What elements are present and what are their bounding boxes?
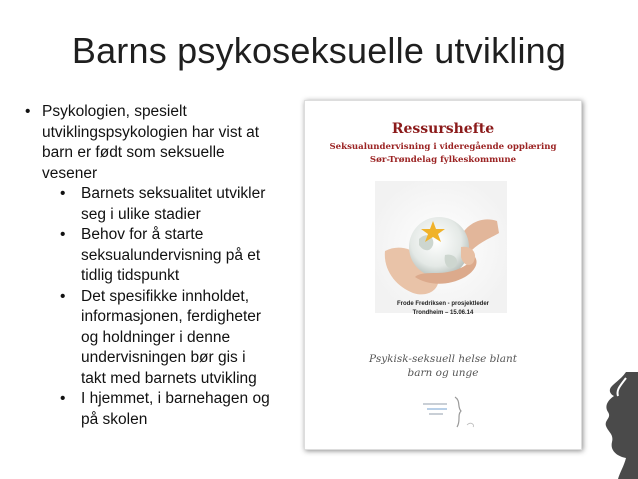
sub-bullet [60, 287, 296, 390]
document-author: Frode Fredriksen - prosjektleder [396, 301, 490, 307]
slide-title: Barns psykoseksuelle utvikling [71, 30, 567, 71]
sub-bullet-line: • I hjemmet, i barnehagen og [81, 390, 270, 407]
main-bullet-line: • Psykologien, spesielt [42, 103, 187, 120]
sub-bullet-line: seg i ulike stadier [81, 205, 201, 223]
document-subtitle: Seksualundervisning i videregående opplæring [329, 142, 557, 152]
document-place-date: Trondheim – 15.06.14 [412, 310, 474, 316]
face-profile-decoration [596, 372, 638, 479]
sub-bullet-line: • Behov for å starte [81, 226, 204, 243]
sub-bullet-line: undervisningen bør gis i [81, 349, 246, 366]
main-bullet-line: vesener [42, 164, 98, 182]
main-bullet-line: utviklingspsykologien har vist at [42, 123, 260, 141]
sub-bullet-line: og holdninger i denne [81, 328, 231, 346]
document-title: Ressurshefte [391, 121, 495, 137]
sub-bullet-line: • Barnets seksualitet utvikler [81, 185, 266, 202]
main-bullet-line: barn er født som seksuelle [42, 144, 225, 161]
document-slogan-line-2: barn og unge [407, 367, 479, 379]
sub-bullet [60, 389, 296, 430]
main-bullet [18, 102, 296, 184]
sub-bullet-line: • Det spesifikke innholdet, [81, 287, 250, 305]
footer-logo-icon [417, 391, 477, 431]
sub-bullet [60, 184, 296, 225]
bullet-list [18, 102, 296, 430]
sub-bullet [60, 225, 296, 287]
sub-bullet-line: på skolen [81, 410, 148, 428]
document-slogan: Psykisk-seksuell helse blant [369, 353, 517, 365]
sub-bullet-list [18, 184, 296, 430]
document-subtitle-county: Sør-Trøndelag fylkeskommune [369, 155, 517, 165]
sub-bullet-line: seksualundervisning på et [81, 246, 261, 264]
hands-globe-photo [375, 181, 507, 313]
document-cover-image [304, 100, 582, 450]
sub-bullet-line: takt med barnets utvikling [81, 369, 257, 387]
sub-bullet-line: informasjonen, ferdigheter [81, 308, 262, 325]
sub-bullet-line: tidlig tidspunkt [81, 267, 180, 284]
globe-icon [409, 217, 469, 277]
